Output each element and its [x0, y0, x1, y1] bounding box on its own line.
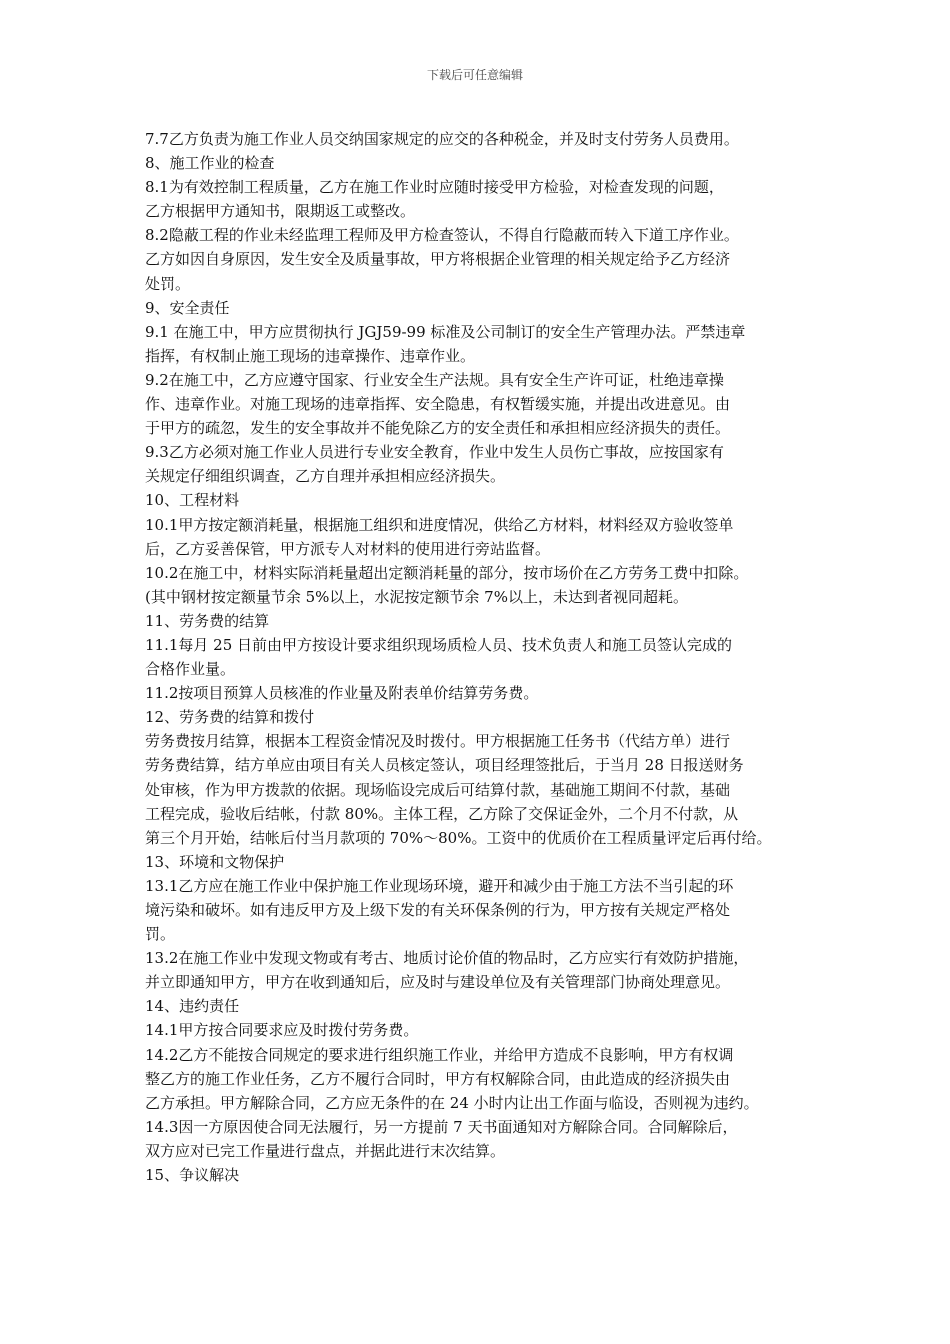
text-line: 处审核，作为甲方拨款的依据。现场临设完成后可结算付款，基础施工期间不付款，基础	[145, 780, 731, 799]
text-line: 指挥，有权制止施工现场的违章操作、违章作业。	[145, 346, 476, 365]
section-heading: 13、环境和文物保护	[145, 852, 285, 871]
page-header: 下载后可任意编辑	[426, 68, 523, 82]
text-line: 11.2按项目预算人员核准的作业量及附表单价结算劳务费。	[145, 684, 539, 703]
text-line: 9.1 在施工中，甲方应贯彻执行 JGJ59-99 标准及公司制订的安全生产管理办法。严禁违章	[145, 322, 746, 341]
text-line: 11.1每月 25 日前由甲方按设计要求组织现场质检人员、技术负责人和施工员签认完成的	[145, 635, 733, 654]
document-body	[145, 127, 825, 1187]
section-heading: 15、争议解决	[145, 1166, 240, 1185]
text-line: 9.3乙方必须对施工作业人员进行专业安全教育，作业中发生人员伤亡事故，应按国家有	[145, 443, 724, 462]
text-line: 境污染和破坏。如有违反甲方及上级下发的有关环保条例的行为，甲方按有关规定严格处	[145, 901, 731, 919]
text-line: 乙方承担。甲方解除合同，乙方应无条件的在 24 小时内让出工作面与临设，否则视为违约。	[145, 1093, 759, 1112]
text-line: 第三个月开始，结帐后付当月款项的 70%～80%。工资中的优质价在工程质量评定后再付给。	[145, 828, 772, 847]
text-line: 工程完成，验收后结帐，付款 80%。主体工程，乙方除了交保证金外，二个月不付款，从	[145, 804, 739, 823]
section-heading: 9、安全责任	[145, 298, 230, 317]
text-line: 整乙方的施工作业任务，乙方不履行合同时，甲方有权解除合同，由此造成的经济损失由	[145, 1069, 731, 1088]
text-line: 作、违章作业。对施工现场的违章指挥、安全隐患，有权暂缓实施，并提出改进意见。由	[145, 395, 731, 414]
text-line: 13.2在施工作业中发现文物或有考古、地质讨论价值的物品时，乙方应实行有效防护措施，	[145, 949, 749, 968]
section-heading: 8、施工作业的检查	[145, 154, 275, 173]
section-heading: 12、劳务费的结算和拨付	[145, 708, 315, 727]
text-line: 双方应对已完工作量进行盘点，并据此进行末次结算。	[145, 1141, 506, 1160]
text-line: 关规定仔细组织调查，乙方自理并承担相应经济损失。	[145, 467, 506, 486]
section-heading: 10、工程材料	[145, 491, 240, 510]
text-line: 14.3因一方原因使合同无法履行，另一方提前 7 天书面通知对方解除合同。合同解除后，	[145, 1117, 738, 1136]
text-line: 乙方根据甲方通知书，限期返工或整改。	[145, 202, 416, 221]
section-heading: 14、违约责任	[145, 997, 240, 1016]
text-line: 乙方如因自身原因，发生安全及质量事故，甲方将根据企业管理的相关规定给予乙方经济	[145, 250, 731, 269]
text-line: 10.1甲方按定额消耗量，根据施工组织和进度情况，供给乙方材料，材料经双方验收签单	[145, 515, 734, 534]
text-line: 9.2在施工中，乙方应遵守国家、行业安全生产法规。具有安全生产许可证，杜绝违章操	[145, 370, 724, 389]
text-line: 后，乙方妥善保管，甲方派专人对材料的使用进行旁站监督。	[145, 539, 551, 558]
text-line: 10.2在施工中，材料实际消耗量超出定额消耗量的部分，按市场价在乙方劳务工费中扣除。	[145, 563, 749, 582]
text-line: 14.2乙方不能按合同规定的要求进行组织施工作业，并给甲方造成不良影响，甲方有权调	[145, 1045, 734, 1064]
text-line: 14.1甲方按合同要求应及时拨付劳务费。	[145, 1021, 419, 1040]
text-line: 劳务费结算，结方单应由项目有关人员核定签认，项目经理签批后，于当月 28 日报送财务	[145, 756, 744, 775]
text-line: 7.7乙方负责为施工作业人员交纳国家规定的应交的各种税金，并及时支付劳务人员费用。	[145, 130, 739, 148]
text-line: 处罚。	[145, 274, 191, 293]
text-line: (其中钢材按定额量节余 5%以上，水泥按定额节余 7%以上，未达到者视同超耗。	[145, 587, 688, 606]
text-line: 8.2隐蔽工程的作业未经监理工程师及甲方检查签认，不得自行隐蔽而转入下道工序作业。	[145, 226, 739, 245]
section-heading: 11、劳务费的结算	[145, 611, 270, 630]
text-line: 并立即通知甲方，甲方在收到通知后，应及时与建设单位及有关管理部门协商处理意见。	[145, 973, 731, 992]
text-line: 8.1为有效控制工程质量，乙方在施工作业时应随时接受甲方检验，对检查发现的问题，	[145, 178, 724, 197]
text-line: 于甲方的疏忽，发生的安全事故并不能免除乙方的安全责任和承担相应经济损失的责任。	[145, 419, 731, 438]
text-line: 罚。	[145, 925, 176, 944]
text-line: 13.1乙方应在施工作业中保护施工作业现场环境，避开和减少由于施工方法不当引起的环	[145, 876, 734, 895]
text-line: 合格作业量。	[145, 660, 236, 679]
text-line: 劳务费按月结算，根据本工程资金情况及时拨付。甲方根据施工任务书（代结方单）进行	[145, 732, 731, 751]
